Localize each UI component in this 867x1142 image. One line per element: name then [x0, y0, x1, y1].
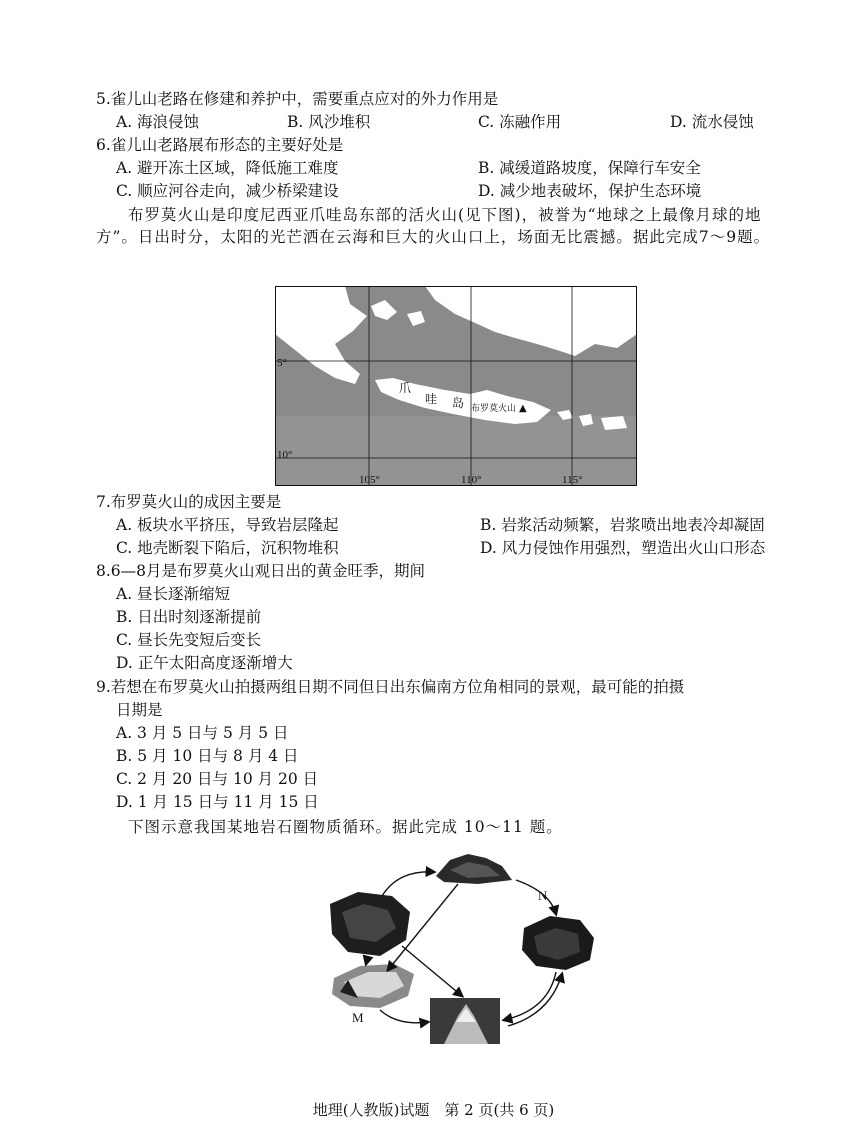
q7-option-c: C. 地壳断裂下陷后，沉积物堆积 [116, 539, 339, 557]
lon-label-110: 110° [461, 474, 482, 486]
island-label-char-3: 岛 [452, 396, 465, 410]
q8-option-d: D. 正午太阳高度逐渐增大 [116, 654, 293, 672]
q7-stem: 7.布罗莫火山的成因主要是 [96, 493, 282, 511]
volcano-label: 布罗莫火山 [471, 404, 517, 414]
lat-label-10: 10° [277, 449, 293, 461]
q9-option-d: D. 1 月 15 日与 11 月 15 日 [116, 793, 319, 811]
q5-option-c: C. 冻融作用 [478, 113, 562, 131]
label-n: N [538, 888, 548, 903]
q5-option-a: A. 海浪侵蚀 [116, 113, 200, 131]
q6-option-b: B. 减缓道路坡度，保障行车安全 [478, 159, 701, 177]
java-island-map [275, 286, 637, 486]
q7-option-d: D. 风力侵蚀作用强烈，塑造出火山口形态 [480, 539, 766, 557]
q6-stem: 6.雀儿山老路展布形态的主要好处是 [96, 136, 344, 154]
volcano-marker-icon: ▲ [519, 403, 527, 414]
q6-option-c: C. 顺应河谷走向，减少桥梁建设 [116, 182, 339, 200]
label-m: M [352, 1010, 364, 1025]
q9-option-c: C. 2 月 20 日与 10 月 20 日 [116, 770, 319, 788]
lon-label-115: 115° [562, 474, 583, 486]
q8-stem: 8.6—8月是布罗莫火山观日出的黄金旺季，期间 [96, 562, 426, 580]
q5-option-b: B. 风沙堆积 [287, 113, 371, 131]
lat-label-5: 5° [277, 357, 287, 369]
q9-option-b: B. 5 月 10 日与 8 月 4 日 [116, 747, 299, 765]
q9-option-a: A. 3 月 5 日与 5 月 5 日 [116, 724, 289, 742]
q5-option-d: D. 流水侵蚀 [670, 113, 754, 131]
q8-option-c: C. 昼长先变短后变长 [116, 631, 262, 649]
rock-cycle-diagram [318, 850, 608, 1045]
island-label-char-2: 哇 [425, 392, 438, 406]
q6-option-a: A. 避开冻土区域，降低施工难度 [116, 159, 339, 177]
q8-option-b: B. 日出时刻逐渐提前 [116, 608, 262, 626]
q7-option-a: A. 板块水平挤压，导致岩层隆起 [116, 516, 339, 534]
intro-paragraph-10-11: 下图示意我国某地岩石圈物质循环。据此完成 10～11 题。 [128, 818, 563, 836]
q8-option-a: A. 昼长逐渐缩短 [116, 585, 231, 603]
page-footer: 地理(人教版)试题 第 2 页(共 6 页) [312, 1101, 555, 1119]
island-label-char-1: 爪 [399, 381, 412, 395]
q7-option-b: B. 岩浆活动频繁，岩浆喷出地表冷却凝固 [480, 516, 765, 534]
intro-paragraph-7-9: 布罗莫火山是印度尼西亚爪哇岛东部的活火山(见下图)，被誉为“地球之上最像月球的地方”。日出时分，太阳的光芒洒在云海和巨大的火山口上，场面无比震撼。据此完成7～9题。 [96, 206, 771, 246]
q9-stem-line-1: 9.若想在布罗莫火山拍摄两组日期不同但日出东偏南方位角相同的景观，最可能的拍摄 [96, 678, 685, 696]
q9-stem-line-2: 日期是 [116, 701, 163, 719]
q5-stem: 5.雀儿山老路在修建和养护中，需要重点应对的外力作用是 [96, 90, 499, 108]
q6-option-d: D. 减少地表破坏，保护生态环境 [478, 182, 702, 200]
lon-label-105: 105° [359, 474, 380, 486]
